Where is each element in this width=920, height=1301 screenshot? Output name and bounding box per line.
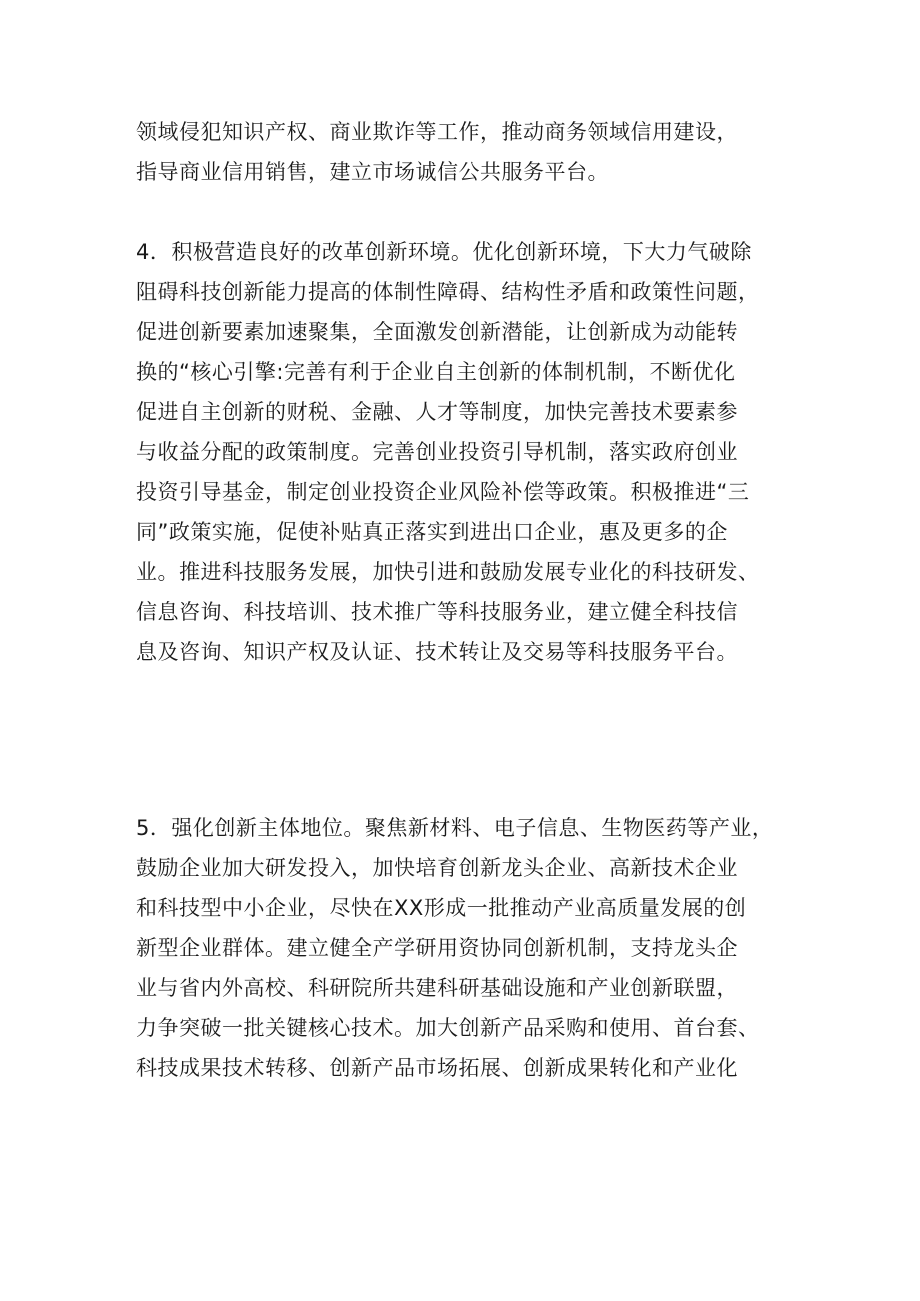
text-line: 鼓励企业加大研发投入，加快培育创新龙头企业、高新技术企业 — [136, 856, 738, 880]
text-line: 力争突破一批关键核心技术。加大创新产品采购和使用、首台套、 — [136, 1016, 760, 1040]
text-line: 业与省内外高校、科研院所共建科研基础设施和产业创新联盟， — [136, 976, 738, 1000]
text-line: 科技成果技术转移、创新产品市场拓展、创新成果转化和产业化 — [136, 1056, 738, 1080]
section-4-heading-line: 4．积极营造良好的改革创新环境。优化创新环境，下大力气破除 — [136, 240, 752, 264]
text-line: 息及咨询、知识产权及认证、技术转让及交易等科技服务平台。 — [136, 640, 738, 664]
text-line: 促进自主创新的财税、金融、人才等制度，加快完善技术要素参 — [136, 400, 738, 424]
text-line: 同”政策实施，促使补贴真正落实到进出口企业，惠及更多的企 — [136, 520, 728, 544]
text-line: 阻碍科技创新能力提高的体制性障碍、结构性矛盾和政策性问题， — [136, 280, 760, 304]
text-line: 领域侵犯知识产权、商业欺诈等工作，推动商务领域信用建设， — [136, 120, 738, 144]
text-line: 与收益分配的政策制度。完善创业投资引导机制，落实政府创业 — [136, 440, 738, 464]
section-5-heading-line: 5．强化创新主体地位。聚焦新材料、电子信息、生物医药等产业， — [136, 816, 774, 840]
paragraph-section-4 — [136, 232, 796, 672]
text-line: 新型企业群体。建立健全产学研用资协同创新机制，支持龙头企 — [136, 936, 738, 960]
text-line: 换的“核心引擎:完善有利于企业自主创新的体制机制，不断优化 — [136, 360, 736, 384]
paragraph-section-5 — [136, 808, 796, 1088]
text-line: 促进创新要素加速聚集，全面激发创新潜能，让创新成为动能转 — [136, 320, 738, 344]
text-line: 业。推进科技服务发展，加快引进和鼓励发展专业化的科技研发、 — [136, 560, 760, 584]
text-line: 投资引导基金，制定创业投资企业风险补偿等政策。积极推进“三 — [136, 480, 750, 504]
text-line: 信息咨询、科技培训、技术推广等科技服务业，建立健全科技信 — [136, 600, 738, 624]
paragraph-continuation — [136, 112, 796, 192]
text-line: 指导商业信用销售，建立市场诚信公共服务平台。 — [136, 160, 609, 184]
text-line: 和科技型中小企业，尽快在XX形成一批推动产业高质量发展的创 — [136, 896, 747, 920]
